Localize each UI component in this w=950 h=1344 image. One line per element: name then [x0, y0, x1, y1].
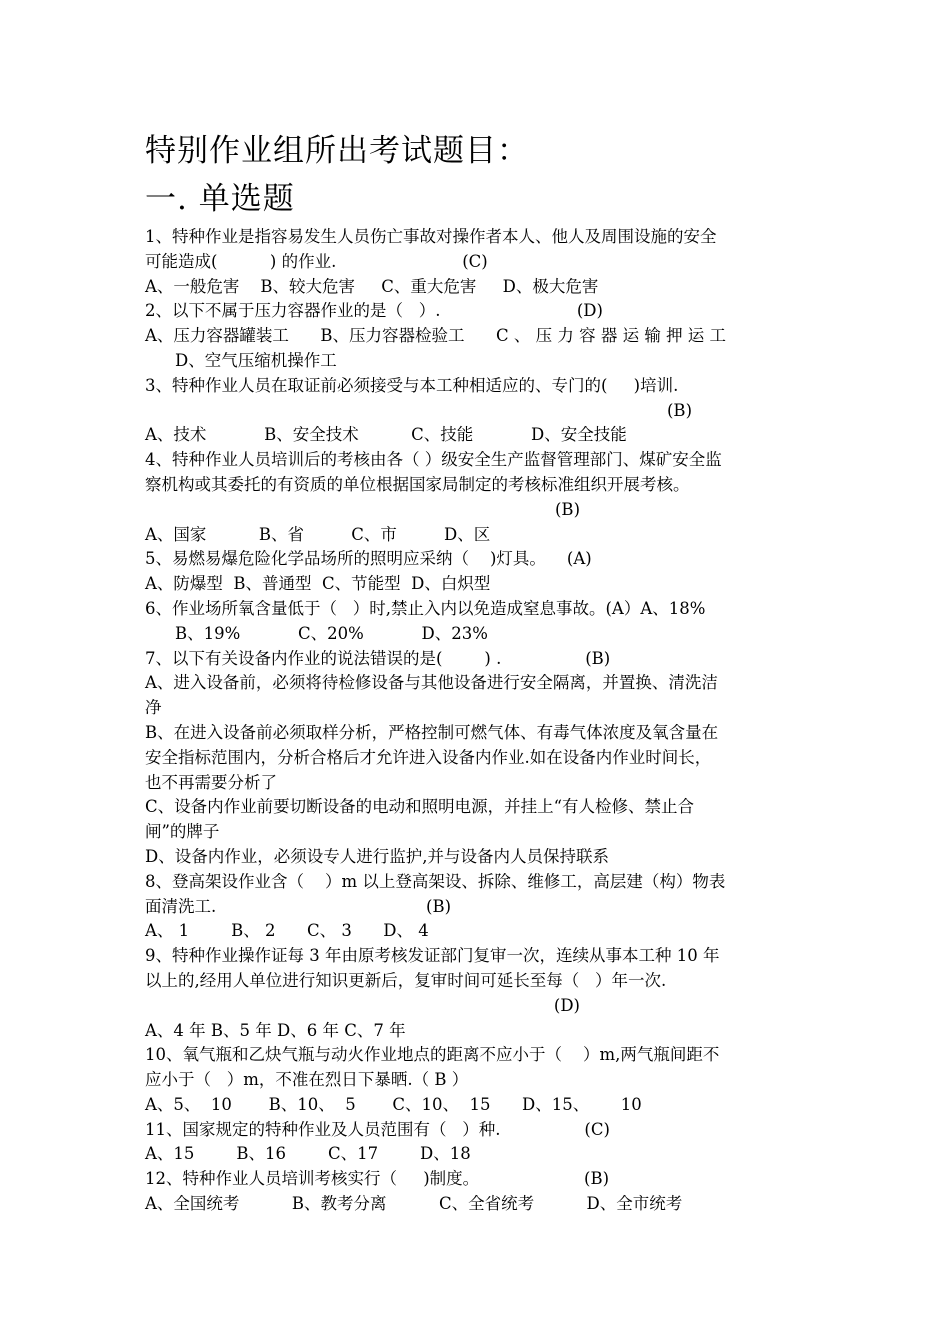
- question-9-text-cont: 以上的,经用人单位进行知识更新后，复审时间可延长至每（ ）年一次.: [145, 970, 667, 990]
- question-7-option-c: C、设备内作业前要切断设备的电动和照明电源，并挂上“有人检修、禁止合: [145, 797, 695, 817]
- question-3-text: 3、特种作业人员在取证前必须接受与本工种相适应的、专门的( )培训.: [145, 375, 679, 395]
- question-3-answer: (B): [667, 400, 692, 420]
- question-3-options: A、技术 B、安全技术 C、技能 D、安全技能: [145, 425, 627, 445]
- question-4-answer: (B): [555, 499, 580, 519]
- question-9-options: A、4 年 B、5 年 D、6 年 C、7 年: [145, 1020, 406, 1040]
- question-4-options: A、国家 B、省 C、市 D、区: [145, 524, 491, 544]
- question-4-text-cont: 察机构或其委托的有资质的单位根据国家局制定的考核标准组织开展考核。: [145, 474, 690, 494]
- question-8-text-cont: 面清洗工. (B): [145, 896, 452, 916]
- question-5-options: A、防爆型 B、普通型 C、节能型 D、白炽型: [145, 574, 491, 594]
- page-title: 特别作业组所出考试题目：: [145, 133, 529, 169]
- question-7-option-b-cont2: 也不再需要分析了: [145, 772, 277, 792]
- question-8-text: 8、登高架设作业含（ ）m 以上登高架设、拆除、维修工，高层建（构）物表: [145, 871, 726, 891]
- question-10-options: A、5、 10 B、10、 5 C、10、 15 D、15、 10: [145, 1094, 642, 1114]
- question-2-text: 2、以下不属于压力容器作业的是（ ）. (D): [145, 301, 603, 321]
- question-5-text: 5、易燃易爆危险化学品场所的照明应采纳（ )灯具。 (A): [145, 549, 592, 569]
- question-7-option-b-cont: 安全指标范围内，分析合格后才允许进入设备内作业.如在设备内作业时间长，: [145, 747, 712, 767]
- question-9-text: 9、特种作业操作证每 3 年由原考核发证部门复审一次，连续从事本工种 10 年: [145, 946, 720, 966]
- question-7-option-b: B、在进入设备前必须取样分析，严格控制可燃气体、有毒气体浓度及氧含量在: [145, 722, 719, 742]
- question-7-text: 7、以下有关设备内作业的说法错误的是( ) . (B): [145, 648, 611, 668]
- question-7-option-a-cont: 净: [145, 698, 162, 718]
- question-11-text: 11、国家规定的特种作业及人员范围有（ ）种. (C): [145, 1119, 610, 1139]
- question-11-options: A、15 B、16 C、17 D、18: [145, 1144, 471, 1164]
- question-6-text: 6、作业场所氧含量低于（ ）时,禁止入内以免造成窒息事故。(A）A、18%: [145, 598, 706, 618]
- question-6-options: B、19% C、20% D、23%: [175, 623, 488, 643]
- question-list: [145, 225, 810, 1217]
- question-1-options: A、一般危害 B、较大危害 C、重大危害 D、极大危害: [145, 276, 599, 296]
- question-7-option-a: A、进入设备前，必须将待检修设备与其他设备进行安全隔离，并置换、清洗洁: [145, 673, 718, 693]
- question-2-options-cont: D、空气压缩机操作工: [175, 350, 337, 370]
- question-10-text-cont: 应小于（ ）m，不准在烈日下暴晒.（ B ）: [145, 1070, 469, 1090]
- question-9-answer: (D): [553, 995, 580, 1015]
- question-1-text: 1、特种作业是指容易发生人员伤亡事故对操作者本人、他人及周围设施的安全: [145, 227, 717, 246]
- question-7-option-d: D、设备内作业，必须设专人进行监护,并与设备内人员保持联系: [145, 846, 609, 866]
- question-10-text: 10、氧气瓶和乙炔气瓶与动火作业地点的距离不应小于（ ）m,两气瓶间距不: [145, 1045, 720, 1065]
- question-8-options: A、 1 B、 2 C、 3 D、 4: [145, 921, 429, 941]
- question-12-options: A、全国统考 B、教考分离 C、全省统考 D、全市统考: [145, 1194, 683, 1214]
- question-2-options: A、压力容器罐装工 B、压力容器检验工 C 、 压 力 容 器 运 输 押 运 工: [145, 326, 727, 346]
- question-4-text: 4、特种作业人员培训后的考核由各（ ）级安全生产监督管理部门、煤矿安全监: [145, 450, 722, 470]
- question-1-text-cont: 可能造成( ) 的作业. (C): [145, 251, 488, 271]
- question-7-option-c-cont: 闸”的牌子: [145, 822, 220, 842]
- question-12-text: 12、特种作业人员培训考核实行（ )制度。 (B): [145, 1169, 610, 1189]
- section-heading: 一. 单选题: [145, 181, 295, 217]
